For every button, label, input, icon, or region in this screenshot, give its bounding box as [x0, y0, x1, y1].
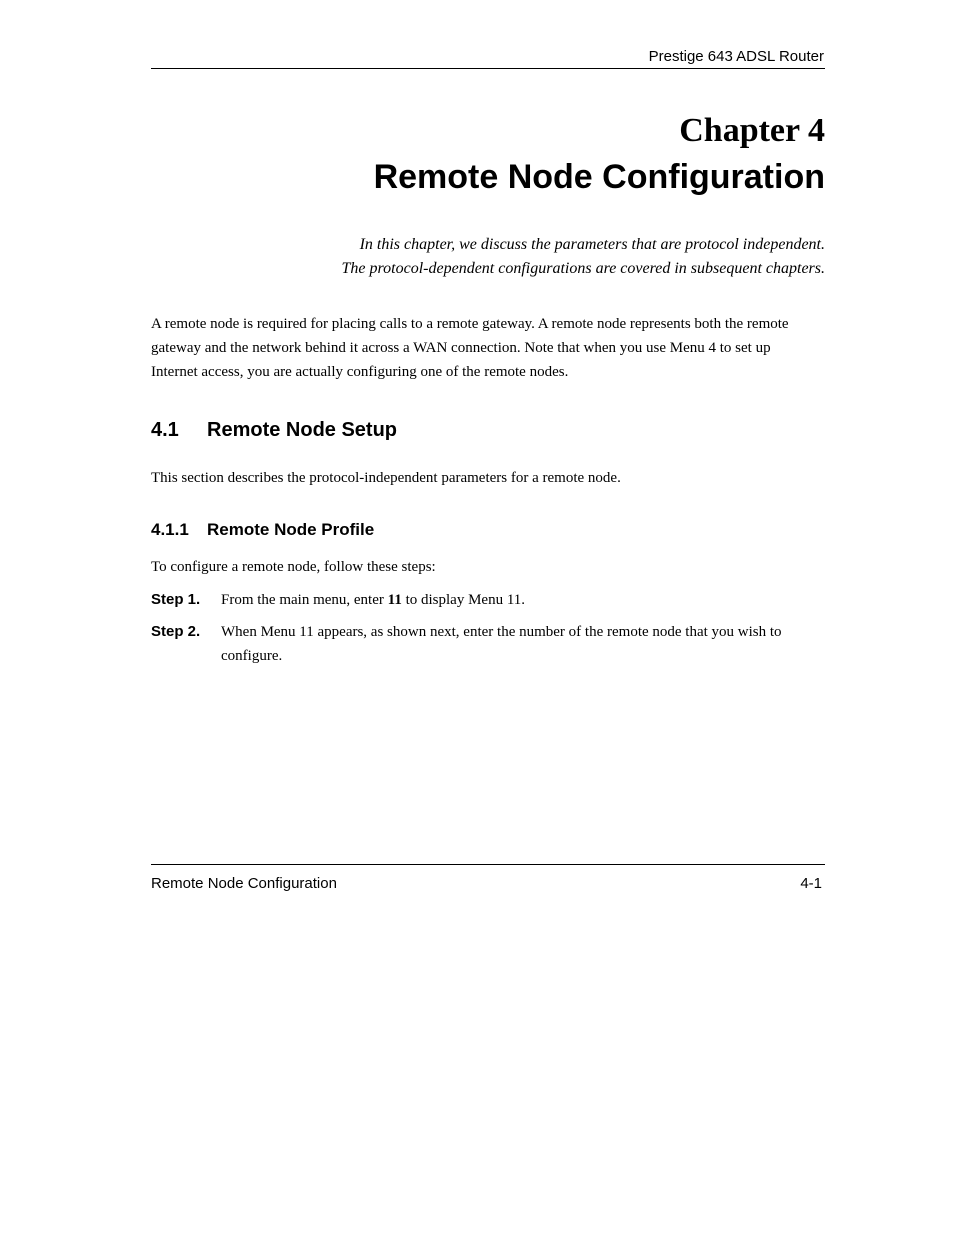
steps-intro: To configure a remote node, follow these steps: — [151, 559, 436, 575]
subsection-number: 4.1.1 — [151, 520, 189, 539]
intro-paragraph — [151, 312, 825, 384]
step-item — [151, 620, 825, 668]
paragraph-line: Internet access, you are actually configuring one of the remote nodes. — [151, 364, 569, 380]
footer-chapter-title: Remote Node Configuration — [151, 875, 337, 892]
step-label: Step 1. — [151, 591, 201, 608]
page-footer — [151, 864, 825, 895]
chapter-intro — [342, 233, 825, 281]
paragraph-line: gateway and the network behind it across a WAN connection. Note that when you use Menu 4 to set up — [151, 340, 771, 356]
step-text-part: From the main menu, enter — [221, 592, 388, 608]
section-paragraph: This section describes the protocol-independent parameters for a remote node. — [151, 470, 621, 486]
step-text-line: configure. — [221, 648, 283, 664]
chapter-title: Remote Node Configuration — [373, 158, 825, 196]
page-number: 4-1 — [800, 875, 822, 892]
chapter-intro-line: The protocol-dependent configurations are covered in subsequent chapters. — [341, 260, 825, 277]
section-title: Remote Node Setup — [207, 419, 398, 441]
section-heading — [151, 417, 397, 443]
running-title: Prestige 643 ADSL Router — [648, 48, 824, 65]
subsection-title: Remote Node Profile — [207, 520, 375, 539]
step-text — [221, 588, 825, 612]
chapter-intro-line: In this chapter, we discuss the parameters that are protocol independent. — [359, 236, 825, 253]
step-text-line: When Menu 11 appears, as shown next, enter the number of the remote node that you wish to — [221, 624, 782, 640]
section-number: 4.1 — [151, 419, 179, 441]
step-text-part: to display Menu 11. — [401, 592, 526, 608]
page-header — [151, 47, 825, 69]
step-text — [221, 620, 825, 668]
subsection-heading — [151, 519, 374, 541]
step-label: Step 2. — [151, 623, 201, 640]
menu-number: 11 — [387, 592, 402, 608]
chapter-number: Chapter 4 — [679, 112, 825, 149]
step-item — [151, 588, 825, 612]
paragraph-line: A remote node is required for placing calls to a remote gateway. A remote node represents both the remote — [151, 316, 789, 332]
